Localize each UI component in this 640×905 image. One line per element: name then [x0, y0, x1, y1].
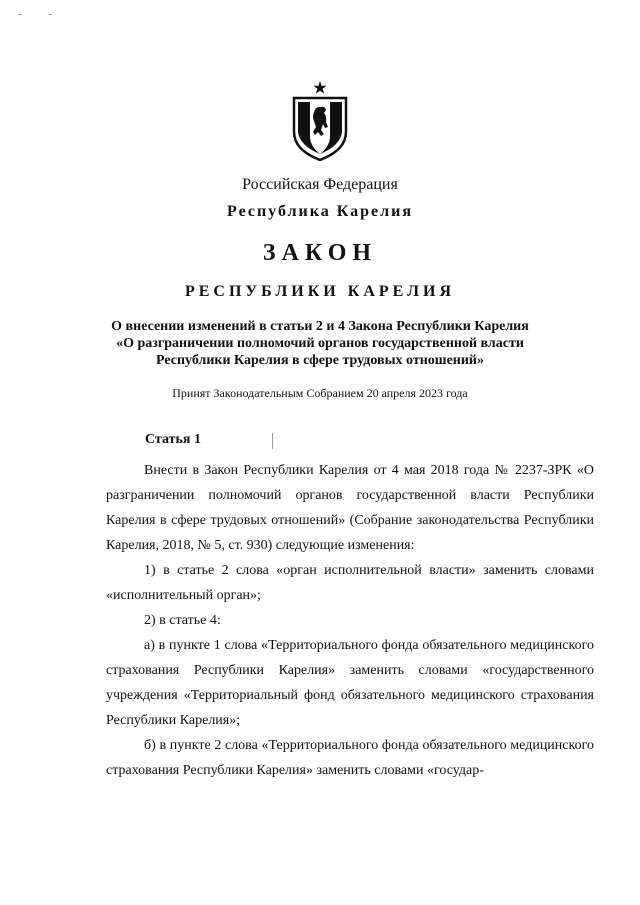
- karelia-coat-of-arms-icon: [288, 80, 352, 164]
- document-subtitle: РЕСПУБЛИКИ КАРЕЛИЯ: [184, 283, 456, 300]
- article-heading: Статья 1: [145, 432, 201, 447]
- paragraph: 2) в статье 4:: [144, 613, 221, 628]
- paragraph: б) в пункте 2 слова «Территориального фонда обязательного медицинского страхования Республики Карелия» заменить словами «государ-: [106, 738, 594, 778]
- paragraph: а) в пункте 1 слова «Территориального фонда обязательного медицинского страхования Республики Карелия» заменить словами «государственного учреждения «Территориальный фонд обязательного медицинского страхования Республики Карелия»;: [106, 638, 594, 728]
- paragraph: Внести в Закон Республики Карелия от 4 мая 2018 года № 2237-ЗРК «О разграничении полномочий органов государственной власти Республики Карелия в сфере трудовых отношений» (Собрание законодательства Республики Карелия, 2018, № 5, ст. 930) следующие изменения:: [106, 463, 594, 553]
- adoption-note: Принят Законодательным Собранием 20 апреля 2023 года: [172, 386, 468, 400]
- document-type: ЗАКОН: [262, 240, 378, 266]
- article-body: [106, 458, 594, 783]
- republic-name: Республика Карелия: [227, 203, 413, 220]
- text-cursor-mark: [272, 433, 273, 449]
- document-title: О внесении изменений в статьи 2 и 4 Закона Республики Карелия «О разграничении полномочий органов государственной власти Республики Карелия в сфере трудовых отношений»: [111, 319, 529, 368]
- paragraph: 1) в статье 2 слова «орган исполнительной власти» заменить словами «исполнительный орган»;: [106, 563, 594, 603]
- scan-marks: - -: [18, 8, 65, 20]
- country-name: Российская Федерация: [242, 176, 398, 193]
